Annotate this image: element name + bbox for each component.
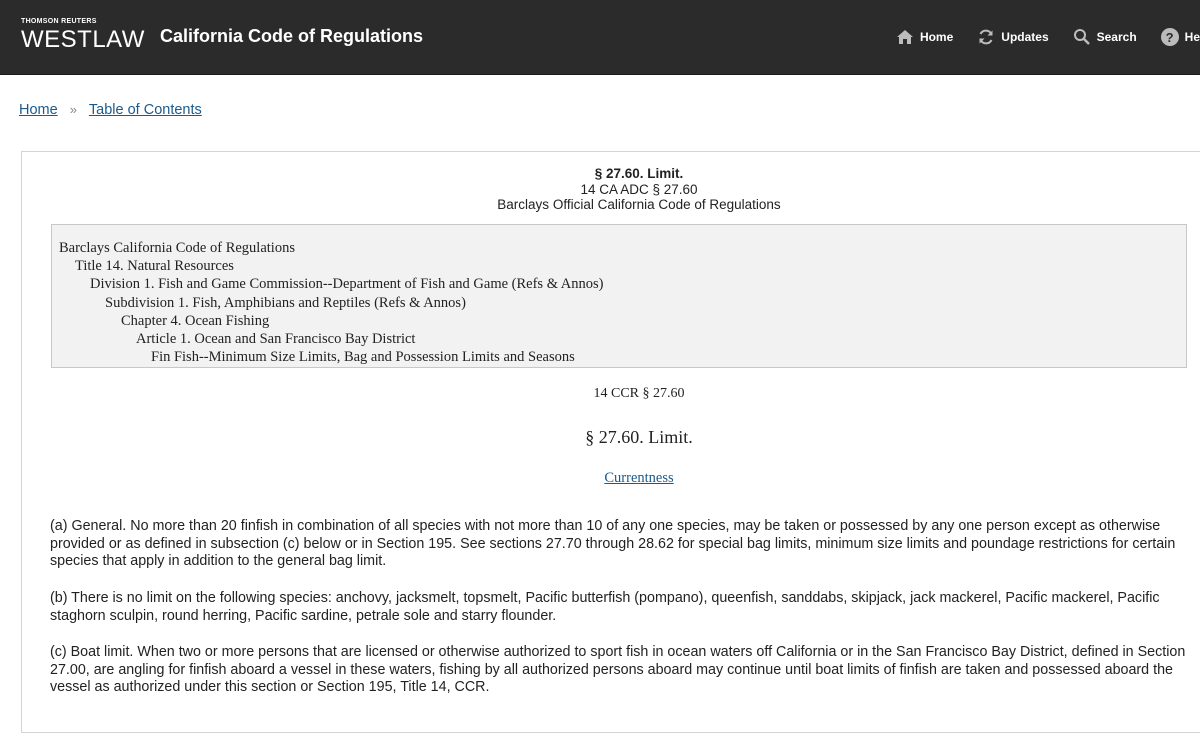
breadcrumb-home-link[interactable]: Home (19, 102, 58, 118)
nav-home-label: Home (919, 30, 954, 44)
paragraph-b: (b) There is no limit on the following species: anchovy, jacksmelt, topsmelt, Pacific butterfish (pompano), queenfish, sanddabs, skipjack, jack mackerel, Pacific mackerel, Pacific staghorn sculpin, round herring, Pacific sardine, petrale sole and starry flounder. (50, 590, 1160, 624)
nav-search[interactable] (1073, 28, 1137, 46)
brand-main-text: WESTLAW (21, 26, 145, 53)
nav-updates-label: Updates (1001, 30, 1049, 44)
nav-help[interactable] (1161, 28, 1200, 46)
document-heading-title: § 27.60. Limit. (594, 166, 684, 181)
toc-line: Barclays California Code of Regulations (59, 240, 295, 256)
nav-search-label: Search (1096, 30, 1137, 44)
toc-line: Division 1. Fish and Game Commission--Department of Fish and Game (Refs & Annos) (90, 276, 604, 293)
westlaw-logo[interactable] (21, 18, 145, 53)
brand-top-text: THOMSON REUTERS (21, 18, 97, 25)
toc-line: Subdivision 1. Fish, Amphibians and Reptiles (Refs & Annos) (105, 294, 466, 311)
breadcrumb-separator: » (69, 102, 77, 117)
paragraph-a: (a) General. No more than 20 finfish in combination of all species with not more than 10 of any one species, may be taken or possessed by any one person except as otherwise provided or as defined in subsection (c) below or in Section 195. See sections 27.70 through 28.62 for special bag limits, minimum size limits and poundage restrictions for certain species that apply in addition to the general bag limit. (50, 518, 1176, 569)
currentness-link[interactable]: Currentness (604, 470, 674, 486)
document-card (21, 151, 1200, 733)
breadcrumb (19, 102, 202, 118)
help-icon: ? (1161, 28, 1179, 46)
top-nav (896, 26, 1200, 48)
document-header (22, 166, 1200, 213)
breadcrumb-toc-link[interactable]: Table of Contents (88, 102, 202, 118)
toc-line: Article 1. Ocean and San Francisco Bay District (136, 331, 416, 348)
home-icon (896, 29, 914, 45)
search-icon (1073, 28, 1091, 46)
ccr-citation: 14 CCR § 27.60 (593, 386, 685, 401)
currentness (22, 470, 1200, 487)
app-title: California Code of Regulations (160, 26, 424, 46)
paragraph-c: (c) Boat limit. When two or more persons that are licensed or otherwise authorized to sport fish in ocean waters off California or in the San Francisco Bay District, defined in Section 27.00, are angling for finfish aboard a vessel in these waters, fishing by all authorized persons aboard may continue until boat limits of finfish are taken and possessed aboard the vessel as authorized under this section or Section 195, Title 14, CCR. (50, 644, 1186, 695)
toc-line: Chapter 4. Ocean Fishing (121, 312, 270, 329)
section-title: § 27.60. Limit. (585, 427, 693, 447)
refresh-icon (977, 28, 995, 46)
nav-home[interactable] (896, 29, 953, 45)
document-heading-cite: 14 CA ADC § 27.60 (580, 181, 698, 197)
top-bar (0, 0, 1200, 75)
document-heading-source: Barclays Official California Code of Regulations (497, 197, 781, 212)
toc-hierarchy (51, 224, 1187, 368)
nav-updates[interactable] (977, 28, 1048, 46)
toc-line: Title 14. Natural Resources (75, 258, 234, 275)
toc-line: Fin Fish--Minimum Size Limits, Bag and Possession Limits and Seasons (151, 349, 575, 366)
nav-help-label: He (1184, 30, 1200, 44)
